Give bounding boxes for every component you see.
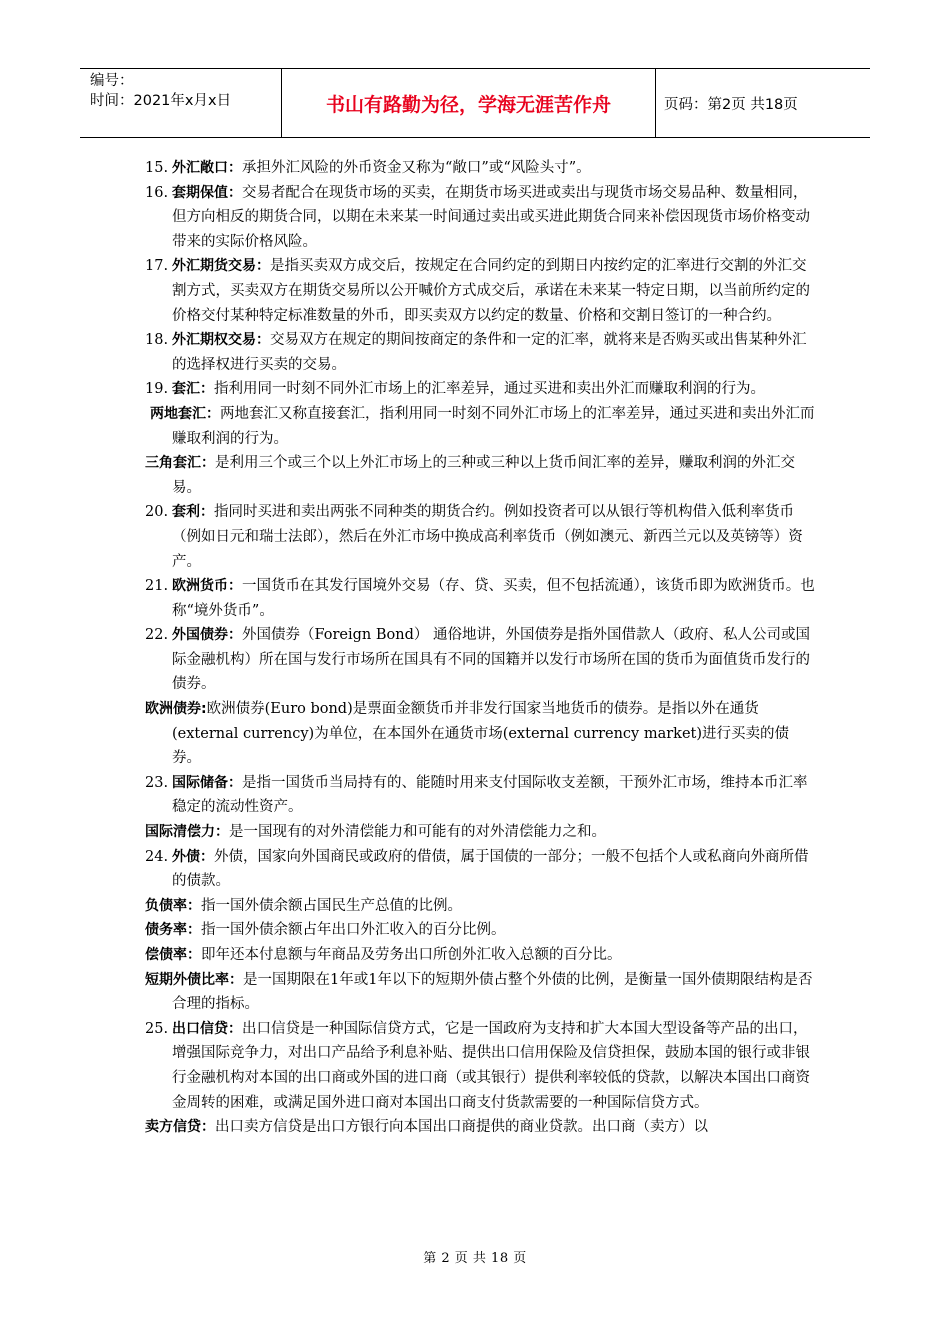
- header-info: [80, 69, 281, 137]
- entry-definition: 是利用三个或三个以上外汇市场上的三种或三种以上货币间汇率的差异，赚取利润的外汇交易。: [172, 455, 795, 496]
- entry-number: 18.: [145, 332, 169, 349]
- entry-definition: 是指一国货币当局持有的、能随时用来支付国际收支差额，干预外汇市场，维持本币汇率稳定的流动性资产。: [172, 774, 808, 816]
- entry-definition: 承担外汇风险的外币资金又称为“敞口”或“风险头寸”。: [242, 160, 591, 176]
- entry-definition: 一国货币在其发行国境外交易（存、贷、买卖，但不包括流通），该货币即为欧洲货币。也称“境外货币”。: [172, 578, 815, 619]
- glossary-entry: [145, 623, 815, 697]
- entry-definition: 指一国外债余额占国民生产总值的比例。: [201, 897, 462, 914]
- entry-term: 国际清偿力：: [145, 824, 229, 841]
- entry-definition: 是指买卖双方成交后，按规定在合同约定的到期日内按约定的汇率进行交割的外汇交割方式，买卖双方在期货交易所以公开喊价方式成交后，承诺在未来某一特定日期，以当前所约定的价格交付某种特定标准数量的外币，即买卖双方以约定的数量、价格和交割日签订的一种合约。: [172, 258, 810, 324]
- entry-definition: 外国债券（Foreign Bond） 通俗地讲，外国债券是指外国借款人（政府、私人公司或国际金融机构）所在国与发行市场所在国具有不同的国籍并以发行市场所在国的货币为面值货币发行的债券。: [172, 627, 810, 693]
- glossary-entry: [145, 1017, 815, 1115]
- entry-term: 外债：: [172, 848, 214, 865]
- entry-number: 19.: [145, 381, 169, 398]
- entry-term: 卖方信贷：: [145, 1119, 215, 1136]
- glossary-entry: [145, 845, 815, 894]
- entry-number: 22.: [145, 627, 169, 644]
- glossary-entry: [145, 500, 815, 574]
- entry-term: 两地套汇：: [150, 405, 220, 422]
- entry-definition: 外债，国家向外国商民或政府的借债，属于国债的一部分；一般不包括个人或私商向外商所借的债款。: [172, 848, 809, 890]
- glossary-entry: [145, 377, 815, 402]
- glossary-entry: [145, 1115, 815, 1140]
- glossary-entry: [145, 943, 815, 968]
- page-header: [80, 68, 870, 138]
- entry-term: 外汇期权交易：: [172, 332, 270, 349]
- entry-term: 套汇：: [172, 381, 214, 398]
- entry-definition: 指同时买进和卖出两张不同种类的期货合约。例如投资者可以从银行等机构借入低利率货币（例如日元和瑞士法郎），然后在外汇市场中换成高利率货币（例如澳元、新西兰元以及英镑等）资产。: [172, 504, 803, 570]
- entry-number: 20.: [145, 504, 169, 521]
- header-motto: 书山有路勤为径，学海无涯苦作舟: [281, 69, 656, 137]
- entry-term: 外汇敞口：: [172, 160, 242, 176]
- glossary-entry: [145, 968, 815, 1017]
- document-date: 时间：2021年x月x日: [90, 93, 232, 109]
- entry-definition: 是一国现有的对外清偿能力和可能有的对外清偿能力之和。: [229, 824, 606, 841]
- header-page-number: 页码：第2页 共18页: [664, 96, 798, 113]
- glossary-entry: [145, 894, 815, 919]
- entry-definition: 即年还本付息额与年商品及劳务出口所创外汇收入总额的百分比。: [201, 947, 622, 963]
- entry-term: 欧洲货币：: [172, 578, 242, 595]
- entry-term: 负债率：: [145, 897, 201, 914]
- entry-definition: 交易者配合在现货市场的买卖，在期货市场买进或卖出与现货市场交易品种、数量相同，但方向相反的期货合同，以期在未来某一时间通过卖出或买进此期货合同来补偿因现货市场价格变动带来的实际价格风险。: [172, 184, 810, 250]
- entry-number: 15.: [145, 160, 169, 176]
- entry-number: 24.: [145, 848, 169, 865]
- entry-definition: 欧洲债券(Euro bond)是票面金额货币并非发行国家当地货币的债券。是指以外在通货(external currency)为单位，在本国外在通货市场(external currency market)进行买卖的债券。: [172, 701, 790, 767]
- entry-term: 套利：: [172, 504, 214, 521]
- entry-definition: 指利用同一时刻不同外汇市场上的汇率差异，通过买进和卖出外汇而赚取利润的行为。: [214, 381, 765, 398]
- glossary-entry: [145, 402, 815, 451]
- glossary-entry: [145, 181, 815, 255]
- entry-number: 16.: [145, 184, 169, 201]
- entry-number: 25.: [145, 1020, 169, 1037]
- entry-term: 外国债券：: [172, 627, 242, 644]
- entry-term: 出口信贷：: [172, 1020, 242, 1037]
- entry-term: 欧洲债券:: [145, 701, 207, 718]
- entry-definition: 是一国期限在1年或1年以下的短期外债占整个外债的比例，是衡量一国外债期限结构是否合理的指标。: [172, 971, 813, 1013]
- document-body: [145, 156, 815, 1140]
- entry-term: 套期保值：: [172, 184, 242, 201]
- glossary-entry: [145, 771, 815, 820]
- glossary-entry: [145, 328, 815, 377]
- entry-term: 国际储备：: [172, 774, 242, 791]
- entry-number: 23.: [145, 774, 169, 791]
- glossary-entry: [145, 918, 815, 943]
- glossary-entry: [145, 820, 815, 845]
- entry-number: 21.: [145, 578, 169, 595]
- page-footer: 第 2 页 共 18 页: [423, 1251, 527, 1266]
- entry-term: 短期外债比率：: [145, 971, 243, 988]
- entry-term: 偿债率：: [145, 947, 201, 963]
- glossary-entry: [145, 156, 815, 181]
- glossary-entry: [145, 254, 815, 328]
- glossary-entry: [145, 697, 815, 771]
- entry-term: 外汇期货交易：: [172, 258, 270, 275]
- entry-term: 债务率：: [145, 922, 201, 939]
- entry-definition: 两地套汇又称直接套汇，指利用同一时刻不同外汇市场上的汇率差异，通过买进和卖出外汇而赚取利润的行为。: [172, 405, 815, 447]
- entry-definition: 出口卖方信贷是出口方银行向本国出口商提供的商业贷款。出口商（卖方）以: [215, 1119, 708, 1136]
- glossary-entry: [145, 574, 815, 623]
- entry-definition: 出口信贷是一种国际信贷方式，它是一国政府为支持和扩大本国大型设备等产品的出口，增强国际竞争力，对出口产品给予利息补贴、提供出口信用保险及信贷担保，鼓励本国的银行或非银行金融机构对本国的出口商或外国的进口商（或其银行）提供利率较低的贷款，以解决本国出口商资金周转的困难，或满足国外进口商对本国出口商支付货款需要的一种国际信贷方式。: [172, 1020, 810, 1111]
- glossary-entry: [145, 451, 815, 500]
- entry-term: 三角套汇：: [145, 455, 215, 472]
- document-code: 编号：: [90, 73, 134, 89]
- entry-definition: 交易双方在规定的期间按商定的条件和一定的汇率，就将来是否购买或出售某种外汇的选择权进行买卖的交易。: [172, 332, 807, 373]
- entry-definition: 指一国外债余额占年出口外汇收入的百分比例。: [201, 922, 506, 939]
- entry-number: 17.: [145, 258, 169, 275]
